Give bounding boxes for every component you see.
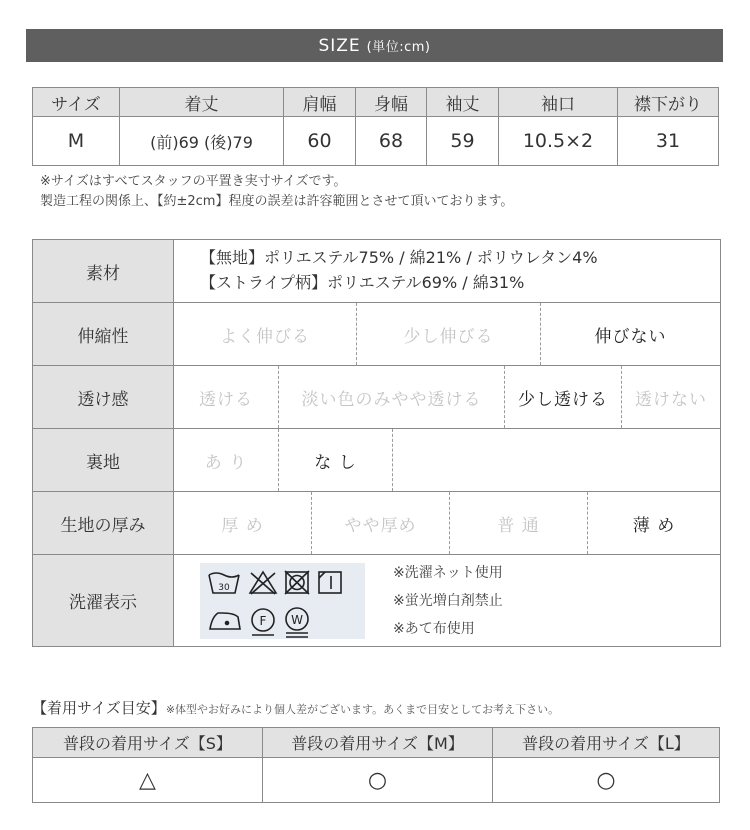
sheer-option-sheer: 透ける — [174, 366, 279, 428]
note-line: 製造工程の関係上、【約±2cm】程度の誤差は許容範囲とさせて頂いております。 — [40, 194, 514, 209]
thickness-option-normal: 普 通 — [450, 492, 588, 554]
stretch-option-some: 少し伸びる — [357, 303, 541, 365]
fit-table — [32, 727, 720, 803]
thickness-option-thick: 厚 め — [174, 492, 312, 554]
size-header-row — [33, 88, 719, 117]
material-line: 【ストライプ柄】ポリエステル69% / 綿31% — [200, 273, 525, 292]
measurement-notes — [40, 172, 513, 212]
material-line: 【無地】ポリエステル75% / 綿21% / ポリウレタン4% — [200, 248, 598, 267]
iron-low-icon — [210, 613, 240, 629]
lining-label: 裏地 — [33, 429, 174, 491]
size-banner — [26, 29, 723, 62]
lining-option-yes: あ り — [174, 429, 279, 491]
size-table — [32, 87, 719, 166]
wet-clean-letter: W — [291, 612, 303, 627]
fit-note: ※体型やお好みにより個人差がございます。あくまで目安としてお考え下さい。 — [165, 703, 560, 716]
size-header-size: サイズ — [33, 88, 120, 117]
material-text — [174, 240, 598, 302]
length-value: (前)69 (後)79 — [120, 117, 284, 166]
size-header-length: 着丈 — [120, 88, 284, 117]
fit-mark-l: ○ — [493, 758, 720, 803]
chest-value: 68 — [356, 117, 427, 166]
care-note: ※あて布使用 — [393, 620, 475, 637]
size-value: M — [33, 117, 120, 166]
size-header-chest: 身幅 — [356, 88, 427, 117]
shoulder-value: 60 — [284, 117, 356, 166]
lining-option-no: な し — [279, 429, 393, 491]
wet-clean-w-icon — [286, 608, 308, 637]
wash-30-icon — [209, 573, 239, 593]
neck-drop-value: 31 — [618, 117, 719, 166]
dry-clean-f-icon — [252, 609, 274, 635]
care-notes — [393, 559, 503, 643]
care-note: ※蛍光増白剤禁止 — [393, 592, 503, 609]
thickness-label: 生地の厚み — [33, 492, 174, 554]
fit-guide-title — [32, 697, 559, 718]
fabric-spec-table — [32, 239, 721, 647]
care-row — [33, 555, 720, 647]
sleeve-value: 59 — [427, 117, 499, 166]
fit-header-m: 普段の着用サイズ【M】 — [263, 728, 493, 758]
size-header-cuff: 袖口 — [499, 88, 618, 117]
sheer-option-none: 透けない — [635, 389, 707, 410]
no-tumble-dry-icon — [285, 571, 309, 594]
sheer-label: 透け感 — [33, 366, 174, 428]
stretch-option-none: 伸びない — [594, 326, 667, 347]
size-header-neck-drop: 襟下がり — [618, 88, 719, 117]
no-bleach-icon — [250, 572, 276, 594]
fit-mark-s: △ — [33, 758, 263, 803]
dry-clean-letter: F — [259, 613, 267, 628]
material-label: 素材 — [33, 240, 174, 302]
fit-header-l: 普段の着用サイズ【L】 — [493, 728, 720, 758]
thickness-option-thin: 薄 め — [632, 515, 676, 536]
banner-unit: (単位:cm) — [366, 40, 431, 55]
fit-header-row — [33, 728, 720, 758]
fit-mark-m: ○ — [263, 758, 493, 803]
cuff-value: 10.5×2 — [499, 117, 618, 166]
size-data-row — [33, 117, 719, 166]
sheer-option-light-colors: 淡い色のみやや透ける — [279, 366, 505, 428]
thickness-option-slightly-thick: やや厚め — [312, 492, 450, 554]
sheer-row — [33, 366, 720, 429]
fit-mark-row — [33, 758, 720, 803]
banner-title: SIZE — [318, 35, 361, 56]
stretch-row — [33, 303, 720, 366]
size-header-shoulder: 肩幅 — [284, 88, 356, 117]
stretch-option-high: よく伸びる — [174, 303, 357, 365]
care-label: 洗濯表示 — [33, 555, 174, 646]
sheer-option-slight: 少し透ける — [505, 366, 622, 428]
care-symbols — [200, 563, 365, 639]
size-header-sleeve: 袖丈 — [427, 88, 499, 117]
line-dry-shade-icon — [319, 572, 341, 593]
fit-header-s: 普段の着用サイズ【S】 — [33, 728, 263, 758]
thickness-row — [33, 492, 720, 555]
lining-row — [33, 429, 720, 492]
wash-temp: 30 — [218, 582, 230, 593]
care-note: ※洗濯ネット使用 — [393, 564, 503, 581]
fit-title: 【着用サイズ目安】 — [32, 699, 166, 717]
material-row — [33, 240, 720, 303]
stretch-label: 伸縮性 — [33, 303, 174, 365]
note-line: ※サイズはすべてスタッフの平置き実寸サイズです。 — [40, 174, 347, 189]
